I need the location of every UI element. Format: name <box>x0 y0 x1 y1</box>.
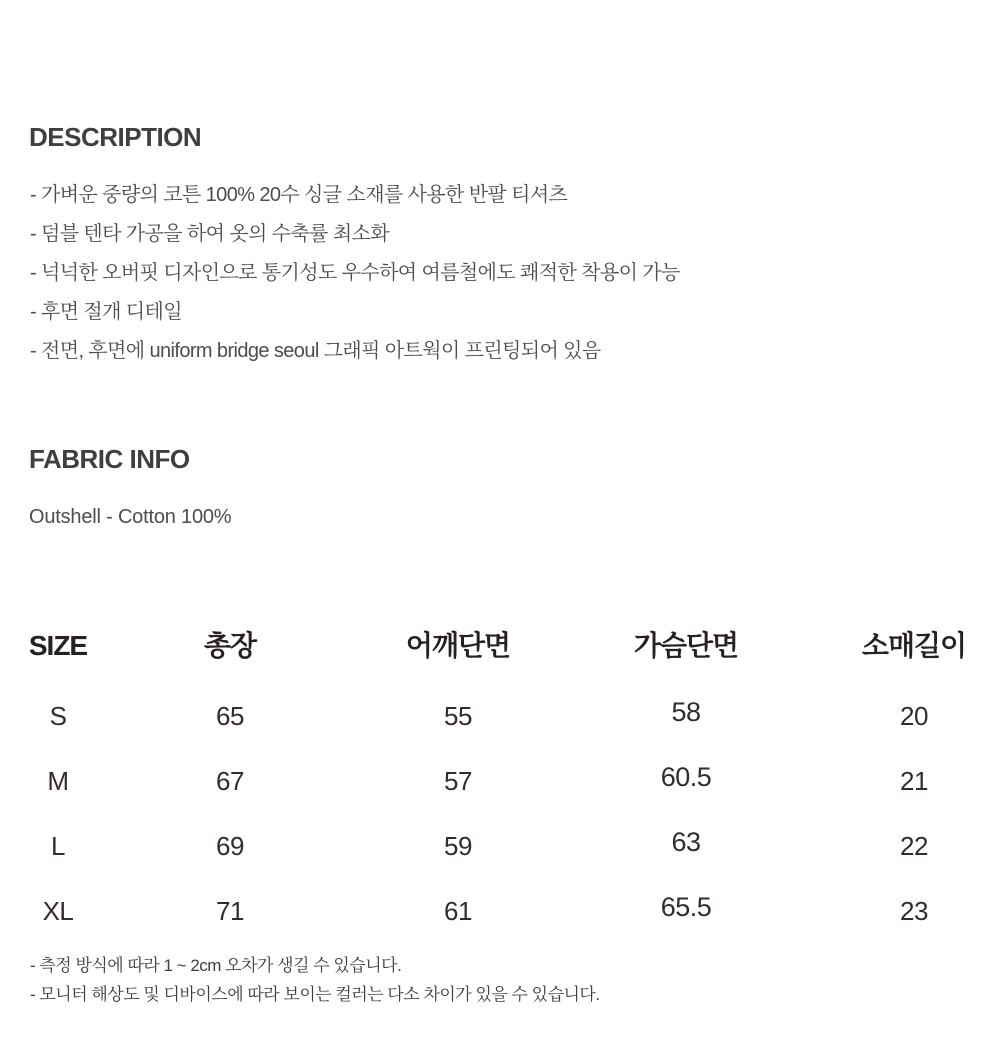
size-table-body <box>0 683 1000 943</box>
note-item: - 측정 방식에 따라 1 ~ 2cm 오차가 생길 수 있습니다. <box>30 956 402 975</box>
description-bullet-list <box>30 176 680 371</box>
cell-size-label: M <box>47 765 69 796</box>
measurement-disclaimer-notes <box>30 951 600 1009</box>
description-item: - 덤블 텐타 가공을 하여 옷의 수축률 최소화 <box>30 223 389 245</box>
cell-size-label: L <box>51 830 65 861</box>
table-row-size-s <box>0 683 1000 748</box>
description-item: - 넉넉한 오버핏 디자인으로 통기성도 우수하여 여름철에도 쾌적한 착용이 가능 <box>30 262 680 284</box>
size-table-header-row <box>0 628 1000 664</box>
cell-sleeve-length: 20 <box>900 700 928 731</box>
cell-total-length: 69 <box>216 830 244 861</box>
cell-sleeve-length: 21 <box>900 765 928 796</box>
column-header-total-length: 총장 <box>203 630 257 661</box>
table-row-size-l <box>0 813 1000 878</box>
cell-chest-width: 60.5 <box>660 761 712 792</box>
cell-shoulder-width: 57 <box>444 765 472 796</box>
column-header-size: SIZE <box>28 630 88 661</box>
cell-total-length: 67 <box>216 765 244 796</box>
description-item: - 가벼운 중량의 코튼 100% 20수 싱글 소재를 사용한 반팔 티셔츠 <box>30 184 568 206</box>
description-item: - 전면, 후면에 uniform bridge seoul 그래픽 아트웍이 프린팅되어 있음 <box>30 340 601 362</box>
cell-total-length: 71 <box>216 895 244 926</box>
cell-size-label: XL <box>42 895 74 926</box>
note-item: - 모니터 해상도 및 디바이스에 따라 보이는 컬러는 다소 차이가 있을 수 있습니다. <box>30 985 600 1004</box>
cell-shoulder-width: 55 <box>444 700 472 731</box>
column-header-chest-width: 가슴단면 <box>633 630 739 661</box>
fabric-composition-text: Outshell - Cotton 100% <box>29 506 232 528</box>
table-row-size-m <box>0 748 1000 813</box>
cell-chest-width: 58 <box>671 696 701 727</box>
cell-size-label: S <box>49 700 67 731</box>
cell-shoulder-width: 61 <box>444 895 472 926</box>
fabric-info-section-title: FABRIC INFO <box>29 444 190 474</box>
cell-shoulder-width: 59 <box>444 830 472 861</box>
column-header-shoulder-width: 어깨단면 <box>405 630 511 661</box>
table-row-size-xl <box>0 878 1000 943</box>
cell-sleeve-length: 22 <box>900 830 928 861</box>
cell-total-length: 65 <box>216 700 244 731</box>
cell-chest-width: 63 <box>671 826 701 857</box>
cell-chest-width: 65.5 <box>660 891 712 922</box>
column-header-sleeve-length: 소매길이 <box>861 630 967 661</box>
description-section-title: DESCRIPTION <box>29 122 202 152</box>
description-item: - 후면 절개 디테일 <box>30 301 182 323</box>
cell-sleeve-length: 23 <box>900 895 928 926</box>
